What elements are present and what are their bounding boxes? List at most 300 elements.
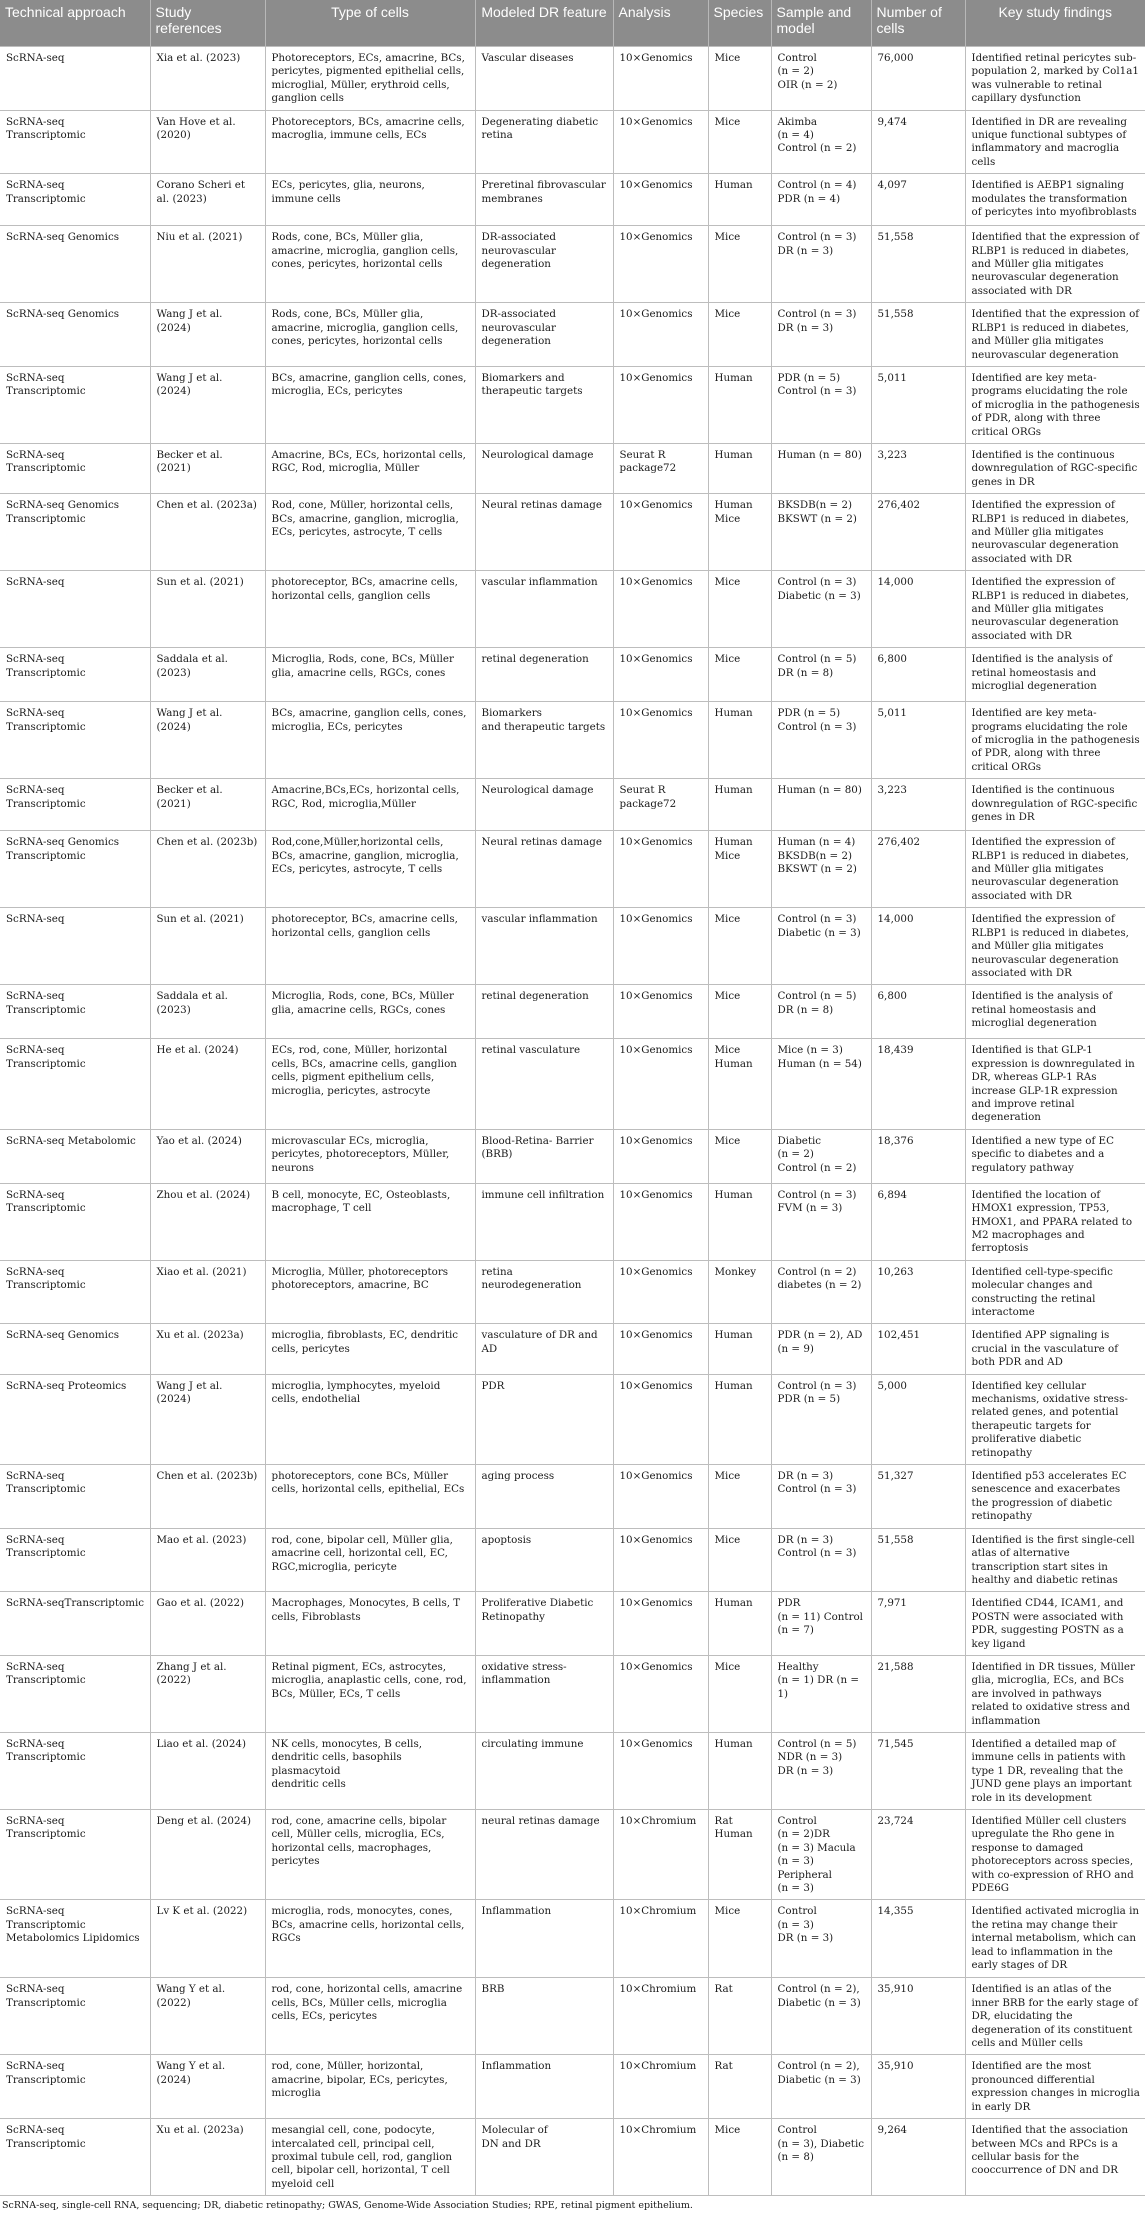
study-reference-cell: Mao et al. (2023)	[150, 1528, 265, 1592]
study-reference-cell: Wang J et al. (2024)	[150, 366, 265, 443]
technical-approach-cell: ScRNA-seq Genomics	[0, 1324, 150, 1374]
cell-types-cell: ECs, rod, cone, Müller, horizontal cells, BCs, amacrine cells, ganglion cells, pigment epithelium cells, microglia, pericytes, astrocyte	[265, 1039, 475, 1129]
key-finding-cell: Identified is the continuous downregulation of RGC-specific genes in DR	[965, 779, 1145, 831]
table-row	[0, 443, 1145, 493]
sample-model-cell: Control (n = 2), Diabetic (n = 3)	[771, 1978, 871, 2055]
species-cell: Mice	[708, 1129, 771, 1183]
table-row	[0, 1374, 1145, 1464]
dr-feature-cell: vascular inflammation	[475, 908, 613, 985]
key-finding-cell: Identified are the most pronounced differential expression changes in microglia in early DR	[965, 2055, 1145, 2119]
technical-approach-cell: ScRNA-seq Transcriptomic	[0, 1528, 150, 1592]
table-row	[0, 2119, 1145, 2196]
technical-approach-cell: ScRNA-seq Transcriptomic	[0, 1978, 150, 2055]
sample-model-cell: Diabetic (n = 2) Control (n = 2)	[771, 1129, 871, 1183]
study-reference-cell: Lv K et al. (2022)	[150, 1900, 265, 1978]
cell-types-cell: Rod, cone, Müller, horizontal cells, BCs, amacrine, ganglion, microglia, ECs, pericytes, astrocyte, T cells	[265, 494, 475, 571]
cell-count-cell: 5,011	[871, 366, 965, 443]
species-cell: Mice	[708, 648, 771, 702]
analysis-cell: 10×Genomics	[613, 985, 708, 1039]
cell-types-cell: Rods, cone, BCs, Müller glia, amacrine, microglia, ganglion cells, cones, pericytes, horizontal cells	[265, 226, 475, 303]
table-row	[0, 1465, 1145, 1529]
study-reference-cell: Wang J et al. (2024)	[150, 1374, 265, 1464]
key-finding-cell: Identified activated microglia in the retina may change their internal metabolism, which can lead to inflammation in the early stages of DR	[965, 1900, 1145, 1978]
header-technical-approach: Technical approach	[0, 0, 150, 47]
technical-approach-cell: ScRNA-seq Transcriptomic	[0, 1810, 150, 1900]
analysis-cell: 10×Genomics	[613, 1592, 708, 1656]
study-reference-cell: Xu et al. (2023a)	[150, 1324, 265, 1374]
sample-model-cell: Control (n = 3) DR (n = 3)	[771, 226, 871, 303]
table-row	[0, 1978, 1145, 2055]
species-cell: Rat	[708, 1978, 771, 2055]
dr-feature-cell: DR-associated neurovascular degeneration	[475, 303, 613, 367]
cell-count-cell: 6,894	[871, 1183, 965, 1260]
key-finding-cell: Identified is the continuous downregulation of RGC-specific genes in DR	[965, 443, 1145, 493]
key-finding-cell: Identified Müller cell clusters upregulate the Rho gene in response to damaged photoreceptors across species, with co-expression of RHO and PDE6G	[965, 1810, 1145, 1900]
species-cell: Human Mice	[708, 831, 771, 908]
dr-feature-cell: Biomarkers and therapeutic targets	[475, 366, 613, 443]
dr-feature-cell: vasculature of DR and AD	[475, 1324, 613, 1374]
header-study-references: Study references	[150, 0, 265, 47]
table-row	[0, 494, 1145, 571]
cell-count-cell: 51,558	[871, 226, 965, 303]
sample-model-cell: Control (n = 5) DR (n = 8)	[771, 648, 871, 702]
table-footnote: ScRNA-seq, single-cell RNA, sequencing; DR, diabetic retinopathy; GWAS, Genome-Wide Association Studies; RPE, retinal pigment epithelium.	[2, 2200, 693, 2212]
technical-approach-cell: ScRNA-seq Transcriptomic	[0, 779, 150, 831]
sample-model-cell: Control (n = 3) FVM (n = 3)	[771, 1183, 871, 1260]
study-reference-cell: Sun et al. (2021)	[150, 571, 265, 648]
cell-count-cell: 71,545	[871, 1732, 965, 1809]
dr-feature-cell: retina neurodegeneration	[475, 1260, 613, 1324]
sample-model-cell: Control (n = 2) diabetes (n = 2)	[771, 1260, 871, 1324]
table-row	[0, 1183, 1145, 1260]
table-row	[0, 1324, 1145, 1374]
header-key-study-findings: Key study findings	[965, 0, 1145, 47]
analysis-cell: 10×Genomics	[613, 174, 708, 226]
table-row	[0, 571, 1145, 648]
dr-feature-cell: Molecular of DN and DR	[475, 2119, 613, 2196]
cell-types-cell: Macrophages, Monocytes, B cells, T cells, Fibroblasts	[265, 1592, 475, 1656]
key-finding-cell: Identified in DR are revealing unique functional subtypes of inflammatory and macroglia cells	[965, 110, 1145, 174]
dr-feature-cell: retinal vasculature	[475, 1039, 613, 1129]
analysis-cell: 10×Genomics	[613, 648, 708, 702]
sample-model-cell: PDR (n = 11) Control (n = 7)	[771, 1592, 871, 1656]
study-reference-cell: Sun et al. (2021)	[150, 908, 265, 985]
cell-count-cell: 5,000	[871, 1374, 965, 1464]
cell-types-cell: Microglia, Rods, cone, BCs, Müller glia, amacrine cells, RGCs, cones	[265, 985, 475, 1039]
table-row	[0, 110, 1145, 174]
key-finding-cell: Identified the expression of RLBP1 is reduced in diabetes, and Müller glia mitigates neurovascular degeneration associated with DR	[965, 908, 1145, 985]
study-reference-cell: Saddala et al. (2023)	[150, 648, 265, 702]
technical-approach-cell: ScRNA-seq Transcriptomic	[0, 985, 150, 1039]
table-row	[0, 831, 1145, 908]
cell-types-cell: B cell, monocyte, EC, Osteoblasts, macrophage, T cell	[265, 1183, 475, 1260]
cell-count-cell: 276,402	[871, 494, 965, 571]
cell-count-cell: 3,223	[871, 443, 965, 493]
sample-model-cell: DR (n = 3) Control (n = 3)	[771, 1528, 871, 1592]
header-species: Species	[708, 0, 771, 47]
cell-count-cell: 51,558	[871, 303, 965, 367]
analysis-cell: 10×Genomics	[613, 303, 708, 367]
cell-count-cell: 3,223	[871, 779, 965, 831]
species-cell: Rat	[708, 2055, 771, 2119]
sample-model-cell: PDR (n = 2), AD (n = 9)	[771, 1324, 871, 1374]
sample-model-cell: DR (n = 3) Control (n = 3)	[771, 1465, 871, 1529]
cell-types-cell: Rod,cone,Müller,horizontal cells, BCs, amacrine, ganglion, microglia, ECs, pericytes, astrocyte, T cells	[265, 831, 475, 908]
analysis-cell: 10×Genomics	[613, 831, 708, 908]
study-reference-cell: Corano Scheri et al. (2023)	[150, 174, 265, 226]
key-finding-cell: Identified is AEBP1 signaling modulates the transformation of pericytes into myofibroblasts	[965, 174, 1145, 226]
key-finding-cell: Identified is an atlas of the inner BRB for the early stage of DR, elucidating the degeneration of its constituent cells and Müller cells	[965, 1978, 1145, 2055]
study-reference-cell: Xu et al. (2023a)	[150, 2119, 265, 2196]
sample-model-cell: Control (n = 3) Diabetic (n = 3)	[771, 908, 871, 985]
analysis-cell: 10×Genomics	[613, 366, 708, 443]
cell-count-cell: 23,724	[871, 1810, 965, 1900]
study-reference-cell: Zhang J et al. (2022)	[150, 1655, 265, 1732]
analysis-cell: 10×Genomics	[613, 1528, 708, 1592]
species-cell: Human	[708, 1732, 771, 1809]
species-cell: Mice	[708, 1465, 771, 1529]
header-sample-and-model: Sample and model	[771, 0, 871, 47]
cell-count-cell: 6,800	[871, 985, 965, 1039]
sample-model-cell: Human (n = 80)	[771, 779, 871, 831]
dr-feature-cell: oxidative stress-inflammation	[475, 1655, 613, 1732]
sample-model-cell: Control (n = 3) Diabetic (n = 3)	[771, 571, 871, 648]
study-reference-cell: Deng et al. (2024)	[150, 1810, 265, 1900]
cell-count-cell: 14,000	[871, 571, 965, 648]
cell-types-cell: Amacrine,BCs,ECs, horizontal cells, RGC, Rod, microglia,Müller	[265, 779, 475, 831]
cell-count-cell: 276,402	[871, 831, 965, 908]
dr-feature-cell: apoptosis	[475, 1528, 613, 1592]
table-row	[0, 2055, 1145, 2119]
study-reference-cell: Chen et al. (2023b)	[150, 831, 265, 908]
cell-types-cell: photoreceptors, cone BCs, Müller cells, horizontal cells, epithelial, ECs	[265, 1465, 475, 1529]
technical-approach-cell: ScRNA-seq Genomics Transcriptomic	[0, 494, 150, 571]
header-number-of-cells: Number of cells	[871, 0, 965, 47]
dr-feature-cell: Neural retinas damage	[475, 494, 613, 571]
cell-types-cell: BCs, amacrine, ganglion cells, cones, microglia, ECs, pericytes	[265, 366, 475, 443]
cell-types-cell: rod, cone, horizontal cells, amacrine cells, BCs, Müller cells, microglia cells, ECs, pericytes	[265, 1978, 475, 2055]
cell-count-cell: 9,474	[871, 110, 965, 174]
species-cell: Mice	[708, 1655, 771, 1732]
key-finding-cell: Identified that the expression of RLBP1 is reduced in diabetes, and Müller glia mitigates neurovascular degeneration associated with DR	[965, 226, 1145, 303]
analysis-cell: 10×Genomics	[613, 1129, 708, 1183]
sample-model-cell: BKSDB(n = 2) BKSWT (n = 2)	[771, 494, 871, 571]
dr-feature-cell: Inflammation	[475, 1900, 613, 1978]
technical-approach-cell: ScRNA-seq Genomics	[0, 226, 150, 303]
dr-feature-cell: Neurological damage	[475, 443, 613, 493]
study-reference-cell: Gao et al. (2022)	[150, 1592, 265, 1656]
study-reference-cell: Wang Y et al. (2024)	[150, 2055, 265, 2119]
species-cell: Monkey	[708, 1260, 771, 1324]
table-row	[0, 1039, 1145, 1129]
dr-feature-cell: immune cell infiltration	[475, 1183, 613, 1260]
cell-count-cell: 10,263	[871, 1260, 965, 1324]
technical-approach-cell: ScRNA-seq Genomics Transcriptomic	[0, 831, 150, 908]
analysis-cell: 10×Genomics	[613, 908, 708, 985]
table-row	[0, 1528, 1145, 1592]
cell-types-cell: Retinal pigment, ECs, astrocytes, microglia, anaplastic cells, cone, rod, BCs, Müller, ECs, T cells	[265, 1655, 475, 1732]
dr-feature-cell: Neural retinas damage	[475, 831, 613, 908]
key-finding-cell: Identified are key meta-programs elucidating the role of microglia in the pathogenesis of PDR, along with three critical ORGs	[965, 366, 1145, 443]
key-finding-cell: Identified is the analysis of retinal homeostasis and microglial degeneration	[965, 648, 1145, 702]
key-finding-cell: Identified a detailed map of immune cells in patients with type 1 DR, revealing that the JUND gene plays an important role in its development	[965, 1732, 1145, 1809]
cell-types-cell: mesangial cell, cone, podocyte, intercalated cell, principal cell, proximal tubule cell, rod, ganglion cell, bipolar cell, horizontal, T cell myeloid cell	[265, 2119, 475, 2196]
species-cell: Mice	[708, 226, 771, 303]
dr-feature-cell: BRB	[475, 1978, 613, 2055]
dr-feature-cell: circulating immune	[475, 1732, 613, 1809]
key-finding-cell: Identified the expression of RLBP1 is reduced in diabetes, and Müller glia mitigates neurovascular degeneration associated with DR	[965, 571, 1145, 648]
species-cell: Human	[708, 1183, 771, 1260]
cell-types-cell: NK cells, monocytes, B cells, dendritic cells, basophils plasmacytoid dendritic cells	[265, 1732, 475, 1809]
cell-count-cell: 76,000	[871, 47, 965, 111]
sample-model-cell: Mice (n = 3) Human (n = 54)	[771, 1039, 871, 1129]
technical-approach-cell: ScRNA-seq Transcriptomic	[0, 1655, 150, 1732]
sample-model-cell: Healthy (n = 1) DR (n = 1)	[771, 1655, 871, 1732]
table-row	[0, 47, 1145, 111]
sample-model-cell: Control (n = 3) DR (n = 3)	[771, 1900, 871, 1978]
cell-types-cell: Photoreceptors, ECs, amacrine, BCs, pericytes, pigmented epithelial cells, microglial, Müller, erythroid cells, ganglion cells	[265, 47, 475, 111]
species-cell: Human	[708, 443, 771, 493]
cell-count-cell: 51,558	[871, 1528, 965, 1592]
analysis-cell: 10×Chromium	[613, 1900, 708, 1978]
table-row	[0, 1592, 1145, 1656]
technical-approach-cell: ScRNA-seq Transcriptomic	[0, 1465, 150, 1529]
key-finding-cell: Identified APP signaling is crucial in the vasculature of both PDR and AD	[965, 1324, 1145, 1374]
dr-feature-cell: Neurological damage	[475, 779, 613, 831]
table-row	[0, 908, 1145, 985]
technical-approach-cell: ScRNA-seq Transcriptomic	[0, 1732, 150, 1809]
cell-types-cell: rod, cone, Müller, horizontal, amacrine, bipolar, ECs, pericytes, microglia	[265, 2055, 475, 2119]
sample-model-cell: Control (n = 4) PDR (n = 4)	[771, 174, 871, 226]
key-finding-cell: Identified are key meta-programs elucidating the role of microglia in the pathogenesis of PDR, along with three critical ORGs	[965, 702, 1145, 779]
cell-types-cell: microglia, lymphocytes, myeloid cells, endothelial	[265, 1374, 475, 1464]
species-cell: Mice	[708, 2119, 771, 2196]
cell-count-cell: 35,910	[871, 1978, 965, 2055]
key-finding-cell: Identified in DR tissues, Müller glia, microglia, ECs, and BCs are involved in pathways related to oxidative stress and inflammation	[965, 1655, 1145, 1732]
table-row	[0, 226, 1145, 303]
dr-feature-cell: Proliferative Diabetic Retinopathy	[475, 1592, 613, 1656]
cell-count-cell: 14,000	[871, 908, 965, 985]
analysis-cell: 10×Genomics	[613, 702, 708, 779]
dr-feature-cell: retinal degeneration	[475, 648, 613, 702]
species-cell: Human	[708, 174, 771, 226]
cell-types-cell: rod, cone, bipolar cell, Müller glia, amacrine cell, horizontal cell, EC, RGC,microglia, pericyte	[265, 1528, 475, 1592]
cell-count-cell: 9,264	[871, 2119, 965, 2196]
analysis-cell: 10×Genomics	[613, 1465, 708, 1529]
cell-types-cell: Photoreceptors, BCs, amacrine cells, macroglia, immune cells, ECs	[265, 110, 475, 174]
cell-types-cell: microglia, rods, monocytes, cones, BCs, amacrine cells, horizontal cells, RGCs	[265, 1900, 475, 1978]
sample-model-cell: PDR (n = 5) Control (n = 3)	[771, 702, 871, 779]
cell-types-cell: ECs, pericytes, glia, neurons, immune cells	[265, 174, 475, 226]
table-row	[0, 1655, 1145, 1732]
study-reference-cell: Niu et al. (2021)	[150, 226, 265, 303]
table-row	[0, 1900, 1145, 1978]
technical-approach-cell: ScRNA-seq Transcriptomic	[0, 2055, 150, 2119]
study-reference-cell: Wang J et al. (2024)	[150, 702, 265, 779]
study-reference-cell: Becker et al. (2021)	[150, 443, 265, 493]
cell-types-cell: photoreceptor, BCs, amacrine cells, horizontal cells, ganglion cells	[265, 908, 475, 985]
cell-types-cell: rod, cone, amacrine cells, bipolar cell, Müller cells, microglia, ECs, horizontal cells, macrophages, pericytes	[265, 1810, 475, 1900]
study-reference-cell: Wang J et al. (2024)	[150, 303, 265, 367]
analysis-cell: 10×Genomics	[613, 1183, 708, 1260]
study-reference-cell: Xia et al. (2023)	[150, 47, 265, 111]
dr-feature-cell: Inflammation	[475, 2055, 613, 2119]
analysis-cell: Seurat R package72	[613, 779, 708, 831]
key-finding-cell: Identified CD44, ICAM1, and POSTN were associated with PDR, suggesting POSTN as a key ligand	[965, 1592, 1145, 1656]
analysis-cell: Seurat R package72	[613, 443, 708, 493]
study-reference-cell: Chen et al. (2023b)	[150, 1465, 265, 1529]
cell-count-cell: 51,327	[871, 1465, 965, 1529]
technical-approach-cell: ScRNA-seq Transcriptomic	[0, 1260, 150, 1324]
dr-feature-cell: vascular inflammation	[475, 571, 613, 648]
cell-types-cell: Amacrine, BCs, ECs, horizontal cells, RGC, Rod, microglia, Müller	[265, 443, 475, 493]
table-row	[0, 779, 1145, 831]
sample-model-cell: Control (n = 3) PDR (n = 5)	[771, 1374, 871, 1464]
analysis-cell: 10×Genomics	[613, 1260, 708, 1324]
key-finding-cell: Identified is the analysis of retinal homeostasis and microglial degeneration	[965, 985, 1145, 1039]
species-cell: Human	[708, 1324, 771, 1374]
dr-feature-cell: Preretinal fibrovascular membranes	[475, 174, 613, 226]
species-cell: Mice	[708, 985, 771, 1039]
cell-count-cell: 7,971	[871, 1592, 965, 1656]
study-reference-cell: Liao et al. (2024)	[150, 1732, 265, 1809]
cell-types-cell: Microglia, Müller, photoreceptors photoreceptors, amacrine, BC	[265, 1260, 475, 1324]
dr-feature-cell: neural retinas damage	[475, 1810, 613, 1900]
study-reference-cell: Saddala et al. (2023)	[150, 985, 265, 1039]
analysis-cell: 10×Chromium	[613, 1978, 708, 2055]
header-analysis: Analysis	[613, 0, 708, 47]
technical-approach-cell: ScRNA-seq Metabolomic	[0, 1129, 150, 1183]
analysis-cell: 10×Chromium	[613, 1810, 708, 1900]
cell-count-cell: 102,451	[871, 1324, 965, 1374]
key-finding-cell: Identified retinal pericytes sub-population 2, marked by Col1a1 was vulnerable to retinal capillary dysfunction	[965, 47, 1145, 111]
analysis-cell: 10×Genomics	[613, 226, 708, 303]
cell-count-cell: 5,011	[871, 702, 965, 779]
table-row	[0, 174, 1145, 226]
key-finding-cell: Identified key cellular mechanisms, oxidative stress-related genes, and potential therapeutic targets for proliferative diabetic retinopathy	[965, 1374, 1145, 1464]
cell-count-cell: 14,355	[871, 1900, 965, 1978]
dr-feature-cell: retinal degeneration	[475, 985, 613, 1039]
dr-feature-cell: Blood-Retina- Barrier (BRB)	[475, 1129, 613, 1183]
cell-types-cell: photoreceptor, BCs, amacrine cells, horizontal cells, ganglion cells	[265, 571, 475, 648]
technical-approach-cell: ScRNA-seq	[0, 47, 150, 111]
species-cell: Mice	[708, 303, 771, 367]
technical-approach-cell: ScRNA-seq	[0, 908, 150, 985]
sample-model-cell: Control (n = 2) OIR (n = 2)	[771, 47, 871, 111]
species-cell: Mice	[708, 1900, 771, 1978]
cell-types-cell: microglia, fibroblasts, EC, dendritic cells, pericytes	[265, 1324, 475, 1374]
species-cell: Rat Human	[708, 1810, 771, 1900]
species-cell: Human	[708, 1374, 771, 1464]
analysis-cell: 10×Genomics	[613, 1732, 708, 1809]
key-finding-cell: Identified is the first single-cell atlas of alternative transcription start sites in healthy and diabetic retinas	[965, 1528, 1145, 1592]
analysis-cell: 10×Genomics	[613, 571, 708, 648]
sample-model-cell: Human (n = 4) BKSDB(n = 2) BKSWT (n = 2)	[771, 831, 871, 908]
cell-types-cell: Rods, cone, BCs, Müller glia, amacrine, microglia, ganglion cells, cones, pericytes, horizontal cells	[265, 303, 475, 367]
key-finding-cell: Identified is that GLP-1 expression is downregulated in DR, whereas GLP-1 RAs increase GLP-1R expression and improve retinal degeneration	[965, 1039, 1145, 1129]
table-row	[0, 1732, 1145, 1809]
dr-feature-cell: DR-associated neurovascular degeneration	[475, 226, 613, 303]
analysis-cell: 10×Genomics	[613, 1655, 708, 1732]
table-row	[0, 303, 1145, 367]
analysis-cell: 10×Genomics	[613, 494, 708, 571]
technical-approach-cell: ScRNA-seqTranscriptomic	[0, 1592, 150, 1656]
dr-feature-cell: Vascular diseases	[475, 47, 613, 111]
species-cell: Human	[708, 366, 771, 443]
study-reference-cell: He et al. (2024)	[150, 1039, 265, 1129]
study-reference-cell: Yao et al. (2024)	[150, 1129, 265, 1183]
species-cell: Human Mice	[708, 494, 771, 571]
key-finding-cell: Identified that the expression of RLBP1 is reduced in diabetes, and Müller glia mitigates neurovascular degeneration	[965, 303, 1145, 367]
technical-approach-cell: ScRNA-seq Transcriptomic	[0, 174, 150, 226]
sample-model-cell: Control (n = 2)DR (n = 3) Macula (n = 3) Peripheral (n = 3)	[771, 1810, 871, 1900]
species-cell: Human	[708, 779, 771, 831]
species-cell: Mice	[708, 110, 771, 174]
analysis-cell: 10×Chromium	[613, 2055, 708, 2119]
sample-model-cell: Control (n = 2), Diabetic (n = 3)	[771, 2055, 871, 2119]
table-row	[0, 1260, 1145, 1324]
analysis-cell: 10×Genomics	[613, 1324, 708, 1374]
analysis-cell: 10×Genomics	[613, 47, 708, 111]
species-cell: Mice	[708, 1528, 771, 1592]
table-row	[0, 1129, 1145, 1183]
technical-approach-cell: ScRNA-seq Transcriptomic	[0, 1039, 150, 1129]
technical-approach-cell: ScRNA-seq Transcriptomic	[0, 443, 150, 493]
table-body	[0, 47, 1145, 2196]
species-cell: Human	[708, 702, 771, 779]
key-finding-cell: Identified the location of HMOX1 expression, TP53, HMOX1, and PPARA related to M2 macrophages and ferroptosis	[965, 1183, 1145, 1260]
technical-approach-cell: ScRNA-seq Transcriptomic	[0, 366, 150, 443]
key-finding-cell: Identified the expression of RLBP1 is reduced in diabetes, and Müller glia mitigates neurovascular degeneration associated with DR	[965, 831, 1145, 908]
species-cell: Human	[708, 1592, 771, 1656]
sample-model-cell: Human (n = 80)	[771, 443, 871, 493]
dr-feature-cell: aging process	[475, 1465, 613, 1529]
technical-approach-cell: ScRNA-seq Transcriptomic	[0, 702, 150, 779]
sample-model-cell: Control (n = 5) NDR (n = 3) DR (n = 3)	[771, 1732, 871, 1809]
technical-approach-cell: ScRNA-seq Proteomics	[0, 1374, 150, 1464]
table-row	[0, 985, 1145, 1039]
study-reference-cell: Xiao et al. (2021)	[150, 1260, 265, 1324]
analysis-cell: 10×Genomics	[613, 110, 708, 174]
header-row	[0, 0, 1145, 47]
analysis-cell: 10×Chromium	[613, 2119, 708, 2196]
cell-count-cell: 35,910	[871, 2055, 965, 2119]
sample-model-cell: Control (n = 3) DR (n = 3)	[771, 303, 871, 367]
table-row	[0, 1810, 1145, 1900]
header-modeled-dr-feature: Modeled DR feature	[475, 0, 613, 47]
key-finding-cell: Identified that the association between MCs and RPCs is a cellular basis for the cooccurrence of DN and DR	[965, 2119, 1145, 2196]
technical-approach-cell: ScRNA-seq Transcriptomic Metabolomics Lipidomics	[0, 1900, 150, 1978]
sample-model-cell: PDR (n = 5) Control (n = 3)	[771, 366, 871, 443]
cell-count-cell: 18,439	[871, 1039, 965, 1129]
key-finding-cell: Identified a new type of EC specific to diabetes and a regulatory pathway	[965, 1129, 1145, 1183]
cell-count-cell: 21,588	[871, 1655, 965, 1732]
study-reference-cell: Wang Y et al. (2022)	[150, 1978, 265, 2055]
cell-types-cell: microvascular ECs, microglia, pericytes, photoreceptors, Müller, neurons	[265, 1129, 475, 1183]
dr-feature-cell: Biomarkers and therapeutic targets	[475, 702, 613, 779]
study-reference-cell: Van Hove et al. (2020)	[150, 110, 265, 174]
sample-model-cell: Akimba (n = 4) Control (n = 2)	[771, 110, 871, 174]
technical-approach-cell: ScRNA-seq Transcriptomic	[0, 648, 150, 702]
key-finding-cell: Identified cell-type-specific molecular changes and constructing the retinal interactome	[965, 1260, 1145, 1324]
sample-model-cell: Control (n = 3), Diabetic (n = 8)	[771, 2119, 871, 2196]
key-finding-cell: Identified the expression of RLBP1 is reduced in diabetes, and Müller glia mitigates neurovascular degeneration associated with DR	[965, 494, 1145, 571]
study-reference-cell: Zhou et al. (2024)	[150, 1183, 265, 1260]
technical-approach-cell: ScRNA-seq Transcriptomic	[0, 110, 150, 174]
table-row	[0, 366, 1145, 443]
technical-approach-cell: ScRNA-seq	[0, 571, 150, 648]
dr-feature-cell: Degenerating diabetic retina	[475, 110, 613, 174]
